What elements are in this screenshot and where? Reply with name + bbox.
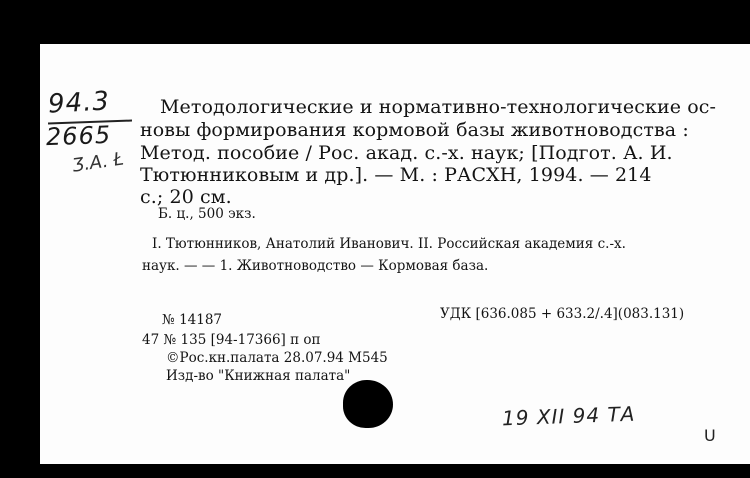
udc-code: УДК [636.085 + 633.2/.4](083.131) xyxy=(440,306,685,322)
description-line-5: с.; 20 см. xyxy=(140,186,232,208)
corner-mark: U xyxy=(704,426,716,445)
description-line-2: новы формирования кормовой базы животноводства : xyxy=(140,119,689,141)
handwritten-scribble: Ʒ.A. Ł xyxy=(70,148,126,177)
shelf-mark-top: 94.3 xyxy=(47,86,111,120)
price-copies: Б. ц., 500 экз. xyxy=(158,206,256,222)
catalog-card xyxy=(40,44,750,464)
tracings-line-1: I. Тютюнников, Анатолий Иванович. II. Российская академия с.-х. xyxy=(152,236,626,252)
card-number: № 14187 xyxy=(162,312,223,328)
handwritten-date: 19 XII 94 ТА xyxy=(501,401,636,431)
ink-blot xyxy=(343,380,393,428)
description-line-1: Методологические и нормативно-технологические ос- xyxy=(160,96,717,118)
registry-number: 47 № 135 [94-17366] п оп xyxy=(142,332,321,348)
shelf-mark-bottom: 2665 xyxy=(45,120,112,152)
publisher-line: Изд-во "Книжная палата" xyxy=(166,368,351,384)
description-line-3: Метод. пособие / Рос. акад. с.-х. наук; [Подгот. А. И. xyxy=(140,142,673,164)
tracings-line-2: наук. — — 1. Животноводство — Кормовая база. xyxy=(142,258,489,274)
copyright-line: ©Рос.кн.палата 28.07.94 М545 xyxy=(166,350,388,366)
description-line-4: Тютюнниковым и др.]. — М. : РАСХН, 1994. — 214 xyxy=(140,164,652,186)
